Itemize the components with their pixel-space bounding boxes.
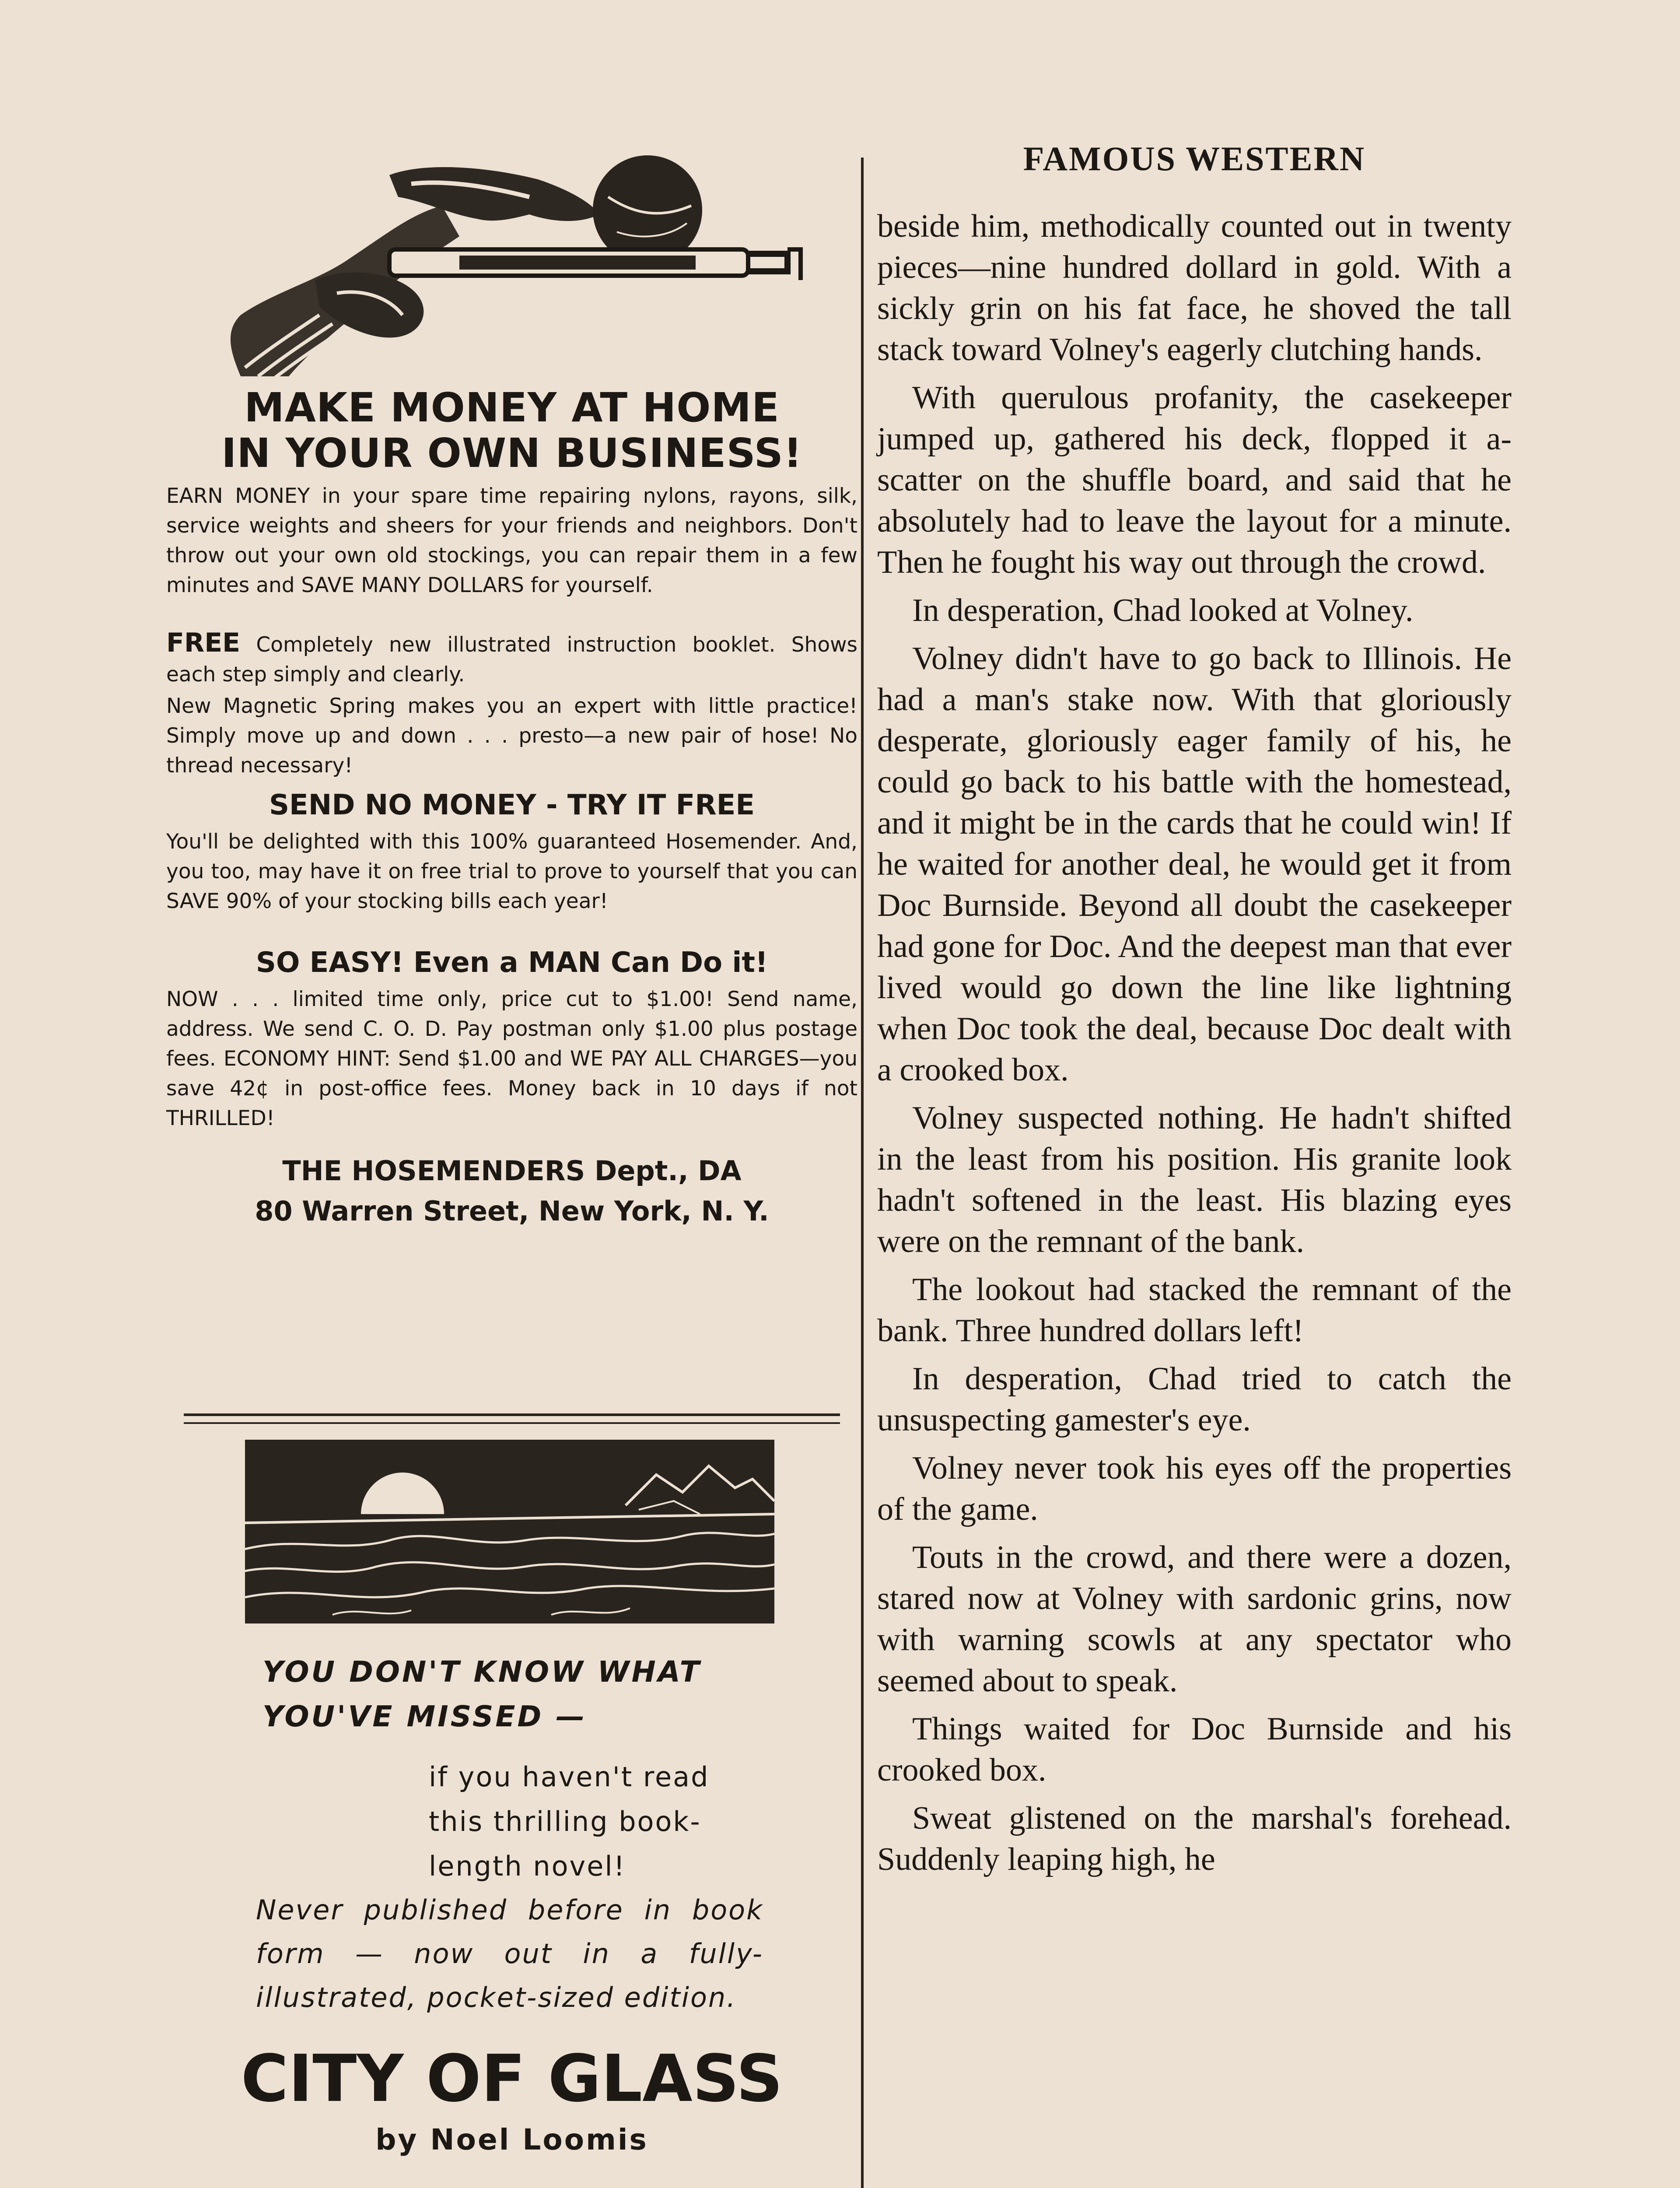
moonlit-landscape-illustration [245, 1440, 774, 1623]
ad-divider [184, 1413, 840, 1424]
story-text [877, 206, 1512, 1887]
ad-tagline [262, 1650, 702, 1739]
story-paragraph: In desperation, Chad looked at Volney. [912, 593, 1414, 628]
ad-headline [162, 385, 862, 476]
ad-teaser-line-2: this thrilling book- [429, 1806, 701, 1837]
ad-paragraph-free [166, 628, 858, 690]
ad-paragraph-never-published: Never published before in book form — now out in a fully-illustrated, pocket-sized edition. [256, 1894, 763, 2013]
book-title: CITY OF GLASS [241, 2041, 783, 2116]
story-paragraph: In desperation, Chad tried to catch the unsuspecting gamester's eye. [877, 1361, 1512, 1438]
story-paragraph: Touts in the crowd, and there were a dozen, stared now at Volney with sardonic grins, now with warning scowls at any spectator who seemed about to speak. [877, 1539, 1512, 1699]
ad-teaser-line-1: if you haven't read [429, 1761, 710, 1793]
ad-tagline-line-2: YOU'VE MISSED — [262, 1700, 587, 1733]
story-paragraph: Volney didn't have to go back to Illinois. He had a man's stake now. With that gloriously desperate, gloriously eager family of his, he could go back to his battle with the homestead, and it might be in the cards that he could win! If he waited for another deal, he would get it from Doc Burnside. Beyond all doubt the casekeeper had gone for Doc. And the deepest man that ever lived would go down the line like lightning when Doc took the deal, because Doc dealt with a crooked box. [877, 641, 1512, 1088]
ad-teaser-line-3: length novel! [429, 1850, 626, 1882]
ad-paragraph-order: NOW . . . limited time only, price cut to $1.00! Send name, address. We send C. O. D. Pay postman only $1.00 plus postage fees. ECONOMY HINT: Send $1.00 and WE PAY ALL CHARGES—you save 42¢ in post-office fees. Money back in 10 days if not THRILLED! [166, 987, 858, 1130]
story-paragraph: With querulous profanity, the casekeeper jumped up, gathered his deck, flopped it a-scatter on the shuffle board, and said that he absolutely had to leave the layout for a minute. Then he fought his way out through the crowd. [877, 380, 1512, 580]
story-paragraph: Volney suspected nothing. He hadn't shifted in the least from his position. His granite look hadn't softened in the least. His blazing eyes were on the remnant of the bank. [877, 1100, 1512, 1259]
ad-tagline-line-1: YOU DON'T KNOW WHAT [262, 1655, 702, 1689]
story-paragraph: beside him, methodically counted out in twenty pieces—nine hundred dollard in gold. With a sickly grin on his fat face, he shoved the tall stack toward Volney's eagerly clutching hands. [877, 208, 1512, 368]
free-label: FREE [166, 628, 241, 658]
story-paragraph: The lookout had stacked the remnant of the bank. Three hundred dollars left! [877, 1272, 1512, 1349]
story-paragraph: Volney never took his eyes off the properties of the game. [877, 1450, 1512, 1527]
ad-address-line-1: THE HOSEMENDERS Dept., DA [282, 1155, 742, 1187]
ad-headline-line-2: IN YOUR OWN BUSINESS! [221, 430, 802, 477]
free-text: Completely new illustrated instruction booklet. Shows each step simply and clearly. [166, 633, 858, 687]
story-paragraph: Things waited for Doc Burnside and his crooked box. [877, 1711, 1512, 1788]
ad-paragraph-earn: EARN MONEY in your spare time repairing nylons, rayons, silk, service weights and sheers for your friends and neighbors. Don't throw out your own old stockings, you can repair them in a few minutes and SAVE MANY DOLLARS for yourself. [166, 484, 858, 597]
ad-address [162, 1151, 862, 1231]
ad-subhead-send-no-money: SEND NO MONEY - TRY IT FREE [269, 789, 755, 821]
story-paragraph: Sweat glistened on the marshal's forehead. Suddenly leaping high, he [877, 1800, 1512, 1877]
ad-headline-line-1: MAKE MONEY AT HOME [244, 384, 780, 431]
book-author: by Noel Loomis [375, 2123, 648, 2156]
hosemender-illustration [206, 149, 818, 394]
column-rule [861, 158, 864, 2188]
ad-paragraph-delighted: You'll be delighted with this 100% guaranteed Hosemender. And, you too, may have it on free trial to prove to yourself that you can SAVE 90% of your stocking bills each year! [166, 830, 858, 913]
ad-address-line-2: 80 Warren Street, New York, N. Y. [255, 1195, 769, 1227]
ad-subhead-so-easy: SO EASY! Even a MAN Can Do it! [256, 947, 768, 979]
ad-teaser [429, 1755, 761, 1889]
running-head: FAMOUS WESTERN [1023, 140, 1366, 178]
ad-paragraph-magnetic: New Magnetic Spring makes you an expert with little practice! Simply move up and down . . . presto—a new pair of hose! No thread necessary! [166, 694, 858, 778]
